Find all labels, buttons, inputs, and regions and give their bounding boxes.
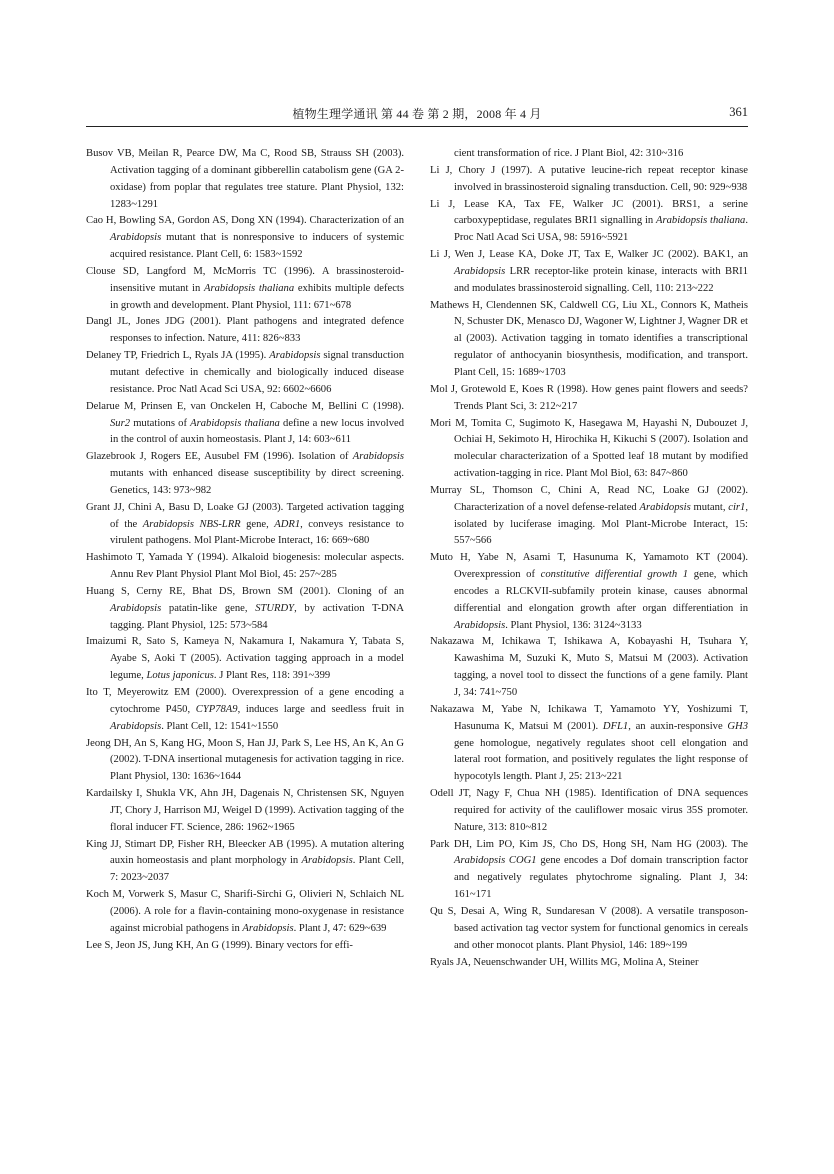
reference-text: Nakazawa M, Ichikawa T, Ishikawa A, Kobayashi H, Tsuhara Y, Kawashima M, Suzuki K, Muto S, Matsui M (2003). Activation tagging, a novel tool to dissect the functions of a gene family. Plant J, 34: 741~750: [430, 636, 748, 698]
reference-italic: Arabidopsis thaliana: [656, 215, 746, 227]
reference-text: gene, which encodes a RLCKVII-subfamily protein kinase, causes abnormal differential and elongation growth after organ differentiation in: [454, 569, 748, 614]
reference-entry: [86, 550, 404, 584]
reference-entry: [86, 584, 404, 635]
reference-text: signal transduction mutant defective in chemically and biologically induced disease resistance. Proc Natl Acad Sci USA, 92: 6602~6606: [110, 350, 404, 395]
reference-text: Muto H, Yabe N, Asami T, Hasunuma K, Yamamoto KT (2004). Overexpression of: [430, 552, 748, 581]
reference-entry: [86, 685, 404, 736]
reference-text: , induces large and seedless fruit in: [237, 703, 405, 715]
reference-text: Mori M, Tomita C, Sugimoto K, Hasegawa M, Hayashi N, Dubouzet J, Ochiai H, Sekimoto H, Hirochika H, Kikuchi S (2007). Isolation and molecular characterization of a Spotted leaf 18 mutant by modified activation-tagging in rice. Plant Mol Biol, 63: 847~860: [430, 417, 748, 480]
reference-text: . Plant Cell, 7: 2023~2037: [110, 855, 404, 884]
reference-italic: ADR1: [274, 518, 301, 530]
reference-italic: Arabidopsis: [110, 232, 162, 244]
reference-entry: [430, 197, 748, 248]
reference-text: Jeong DH, An S, Kang HG, Moon S, Han JJ, Park S, Lee HS, An K, An G (2002). T-DNA insertional mutagenesis for activation tagging in rice. Plant Physiol, 130: 1636~1644: [86, 737, 404, 783]
reference-text: Hashimoto T, Yamada Y (1994). Alkaloid biogenesis: molecular aspects. Annu Rev Plant Physiol Plant Mol Biol, 45: 257~285: [86, 552, 404, 581]
reference-entry: [86, 449, 404, 500]
reference-text: King JJ, Stimart DP, Fisher RH, Bleecker AB (1995). A mutation altering auxin homeostasis and plant morphology in: [86, 838, 404, 867]
reference-entry: [430, 837, 748, 904]
reference-entry: [430, 382, 748, 416]
reference-entry: [86, 348, 404, 399]
reference-text: Kardailsky I, Shukla VK, Ahn JH, Dagenais N, Christensen SK, Nguyen JT, Chory J, Harrison MJ, Weigel D (1999). Activation tagging of the floral inducer FT. Science, 286: 1962~1965: [86, 788, 404, 833]
reference-text: Li J, Wen J, Lease KA, Doke JT, Tax E, Walker JC (2002). BAK1, an: [430, 249, 748, 261]
reference-text: mutants with enhanced disease susceptibility by direct screening. Genetics, 143: 973~982: [110, 468, 404, 496]
reference-text: , an auxin-responsive: [628, 720, 728, 732]
reference-text: Cao H, Bowling SA, Gordon AS, Dong XN (1994). Characterization of an: [86, 215, 404, 227]
reference-text: define a new locus involved in the control of auxin homeostasis. Plant J, 14: 603~611: [110, 417, 404, 446]
reference-italic: Arabidopsis thaliana: [203, 282, 295, 294]
reference-text: Clouse SD, Langford M, McMorris TC (1996). A brassinosteroid-insensitive mutant in: [86, 265, 404, 294]
reference-italic: Sur2: [110, 417, 131, 429]
reference-text: Nakazawa M, Yabe N, Ichikawa T, Yamamoto YY, Yoshizumi T, Hasunuma K, Matsui M (2001).: [430, 703, 748, 732]
reference-italic: Arabidopsis NBS-LRR: [142, 518, 241, 530]
reference-italic: Arabidopsis: [110, 602, 162, 614]
reference-entry: [430, 163, 748, 197]
reference-entry: [430, 483, 748, 550]
reference-italic: Arabidopsis thaliana: [190, 417, 280, 429]
reference-text: mutant,: [690, 501, 729, 513]
reference-entry: [430, 955, 748, 972]
reference-text: mutations of: [130, 417, 191, 429]
reference-text: mutant that is nonresponsive to inducers of systemic acquired resistance. Plant Cell, 6: 1583~1592: [110, 232, 404, 261]
reference-text: Glazebrook J, Rogers EE, Ausubel FM (1996). Isolation of: [86, 451, 353, 463]
reference-italic: cir1: [728, 501, 746, 513]
reference-italic: DFL1: [602, 720, 629, 732]
reference-text: , conveys resistance to virulent pathogens. Mol Plant-Microbe Interact, 16: 669~680: [110, 518, 404, 547]
reference-text: . Plant J, 47: 629~639: [293, 922, 387, 934]
reference-italic: Arabidopsis: [269, 350, 321, 362]
reference-text: Ito T, Meyerowitz EM (2000). Overexpression of a gene encoding a cytochrome P450,: [86, 687, 404, 715]
right-column: [430, 146, 748, 971]
reference-entry: [86, 837, 404, 888]
running-header: [86, 104, 748, 127]
reference-italic: Arabidopsis: [639, 501, 691, 513]
reference-entry: [86, 399, 404, 450]
reference-italic: Lotus japonicus: [146, 670, 214, 682]
reference-entry: [430, 904, 748, 955]
reference-italic: CYP78A9: [195, 703, 238, 715]
reference-text: Park DH, Lim PO, Kim JS, Cho DS, Hong SH, Nam HG (2003). The: [430, 838, 748, 850]
reference-text: . J Plant Res, 118: 391~399: [213, 670, 331, 682]
page-number: 361: [729, 105, 748, 119]
reference-text: Dangl JL, Jones JDG (2001). Plant pathogens and integrated defence responses to infection. Nature, 411: 826~833: [86, 316, 404, 345]
reference-text: Odell JT, Nagy F, Chua NH (1985). Identification of DNA sequences required for activity of the cauliflower mosaic virus 35S promoter. Nature, 313: 810~812: [430, 788, 748, 833]
reference-text: . Proc Natl Acad Sci USA, 98: 5916~5921: [454, 215, 748, 244]
reference-italic: STURDY: [255, 602, 295, 614]
left-column: [86, 146, 404, 955]
reference-text: Qu S, Desai A, Wing R, Sundaresan V (2008). A versatile transposon-based activation tag vector system for functional genomics in cereals and other monocot plants. Plant Physiol, 146: 189~199: [430, 905, 748, 951]
reference-entry: [430, 298, 748, 382]
journal-title: 植物生理学通讯 第 44 卷 第 2 期，2008 年 4 月: [292, 107, 542, 121]
reference-text: Mol J, Grotewold E, Koes R (1998). How genes paint flowers and seeds? Trends Plant Sci, 3: 212~217: [430, 383, 748, 412]
reference-entry: [430, 634, 748, 701]
reference-text: . Plant Physiol, 136: 3124~3133: [505, 619, 642, 631]
reference-entry: [86, 634, 404, 685]
reference-text: Koch M, Vorwerk S, Masur C, Sharifi-Sirchi G, Olivieri N, Schlaich NL (2006). A role for a flavin-containing mono-oxygenase in resistance against microbial pathogens in: [86, 889, 404, 934]
reference-text: Li J, Lease KA, Tax FE, Walker JC (2001). BRS1, a serine carboxypeptidase, regulates BRI1 signalling in: [430, 198, 748, 227]
reference-entry: [430, 786, 748, 837]
reference-entry: [86, 887, 404, 938]
reference-entry: [86, 213, 404, 264]
reference-italic: Arabidopsis: [352, 451, 404, 463]
reference-text: gene homologue, negatively regulates shoot cell elongation and lateral root formation, and positively regulates the light response of hypocotyls length. Plant J, 25: 213~221: [454, 737, 748, 783]
reference-italic: Arabidopsis: [454, 265, 506, 277]
reference-entry: [86, 500, 404, 551]
reference-italic: Arabidopsis: [242, 922, 294, 934]
reference-text: patatin-like gene,: [161, 602, 256, 614]
reference-entry: [86, 938, 404, 955]
reference-text: Murray SL, Thomson C, Chini A, Read NC, Loake GJ (2002). Characterization of a novel defense-related: [430, 484, 748, 513]
reference-entry: [86, 314, 404, 348]
reference-text: Li J, Chory J (1997). A putative leucine-rich repeat receptor kinase involved in brassinosteroid signaling transduction. Cell, 90: 929~938: [430, 164, 748, 193]
reference-text: Ryals JA, Neuenschwander UH, Willits MG, Molina A, Steiner: [430, 956, 699, 968]
reference-continuation: cient transformation of rice. J Plant Biol, 42: 310~316: [454, 148, 684, 159]
reference-entry: [86, 264, 404, 315]
reference-text: gene encodes a Dof domain transcription factor and negatively regulates phytochrome signaling. Plant J, 34: 161~171: [454, 855, 748, 901]
reference-entry: [86, 146, 404, 213]
reference-text: Mathews H, Clendennen SK, Caldwell CG, Liu XL, Connors K, Matheis N, Schuster DK, Menasco DJ, Wagoner W, Lightner J, Wagner DR et al (2003). Activation tagging in tomato identifies a transcriptional regulator of anthocyanin biosynthesis, modification, and transport. Plant Cell, 15: 1689~1703: [430, 299, 748, 378]
reference-italic: Arabidopsis: [454, 619, 506, 631]
reference-italic: GH3: [727, 720, 749, 732]
reference-text: Delarue M, Prinsen E, van Onckelen H, Caboche M, Bellini C (1998).: [86, 400, 404, 412]
reference-entry: [430, 702, 748, 786]
reference-text: Busov VB, Meilan R, Pearce DW, Ma C, Rood SB, Strauss SH (2003). Activation tagging of a dominant gibberellin catabolism gene (GA 2-oxidase) from poplar that regulates tree stature. Plant Physiol, 132: 1283~1291: [86, 148, 404, 210]
reference-text: exhibits multiple defects in growth and development. Plant Physiol, 111: 671~678: [110, 282, 404, 311]
reference-entry: [86, 786, 404, 837]
reference-entry: [86, 736, 404, 787]
reference-text: gene,: [240, 518, 275, 530]
reference-text: , by activation T-DNA tagging. Plant Physiol, 125: 573~584: [110, 602, 404, 631]
reference-text: Lee S, Jeon JS, Jung KH, An G (1999). Binary vectors for effi-: [86, 939, 353, 951]
reference-text: Delaney TP, Friedrich L, Ryals JA (1995).: [86, 350, 270, 362]
reference-italic: Arabidopsis: [110, 720, 162, 732]
reference-italic: Arabidopsis COG1: [454, 855, 537, 867]
reference-text: Grant JJ, Chini A, Basu D, Loake GJ (2003). Targeted activation tagging of the: [86, 501, 404, 530]
reference-entry: [430, 416, 748, 483]
reference-text: , isolated by luciferase imaging. Mol Plant-Microbe Interact, 15: 557~566: [454, 501, 748, 547]
reference-italic: constitutive differential growth 1: [540, 569, 689, 581]
reference-text: LRR receptor-like protein kinase, interacts with BRI1 and modulates brassinosteroid signalling. Cell, 110: 213~222: [454, 265, 748, 294]
reference-text: Huang S, Cerny RE, Bhat DS, Brown SM (2001). Cloning of an: [86, 585, 404, 597]
reference-entry: [430, 550, 748, 634]
reference-italic: Arabidopsis: [301, 855, 353, 867]
reference-text: . Plant Cell, 12: 1541~1550: [161, 720, 279, 732]
reference-text: Imaizumi R, Sato S, Kameya N, Nakamura I, Nakamura Y, Tabata S, Ayabe S, Aoki T (2005). Activation tagging approach in a model legume,: [86, 636, 404, 682]
reference-entry: [430, 247, 748, 298]
